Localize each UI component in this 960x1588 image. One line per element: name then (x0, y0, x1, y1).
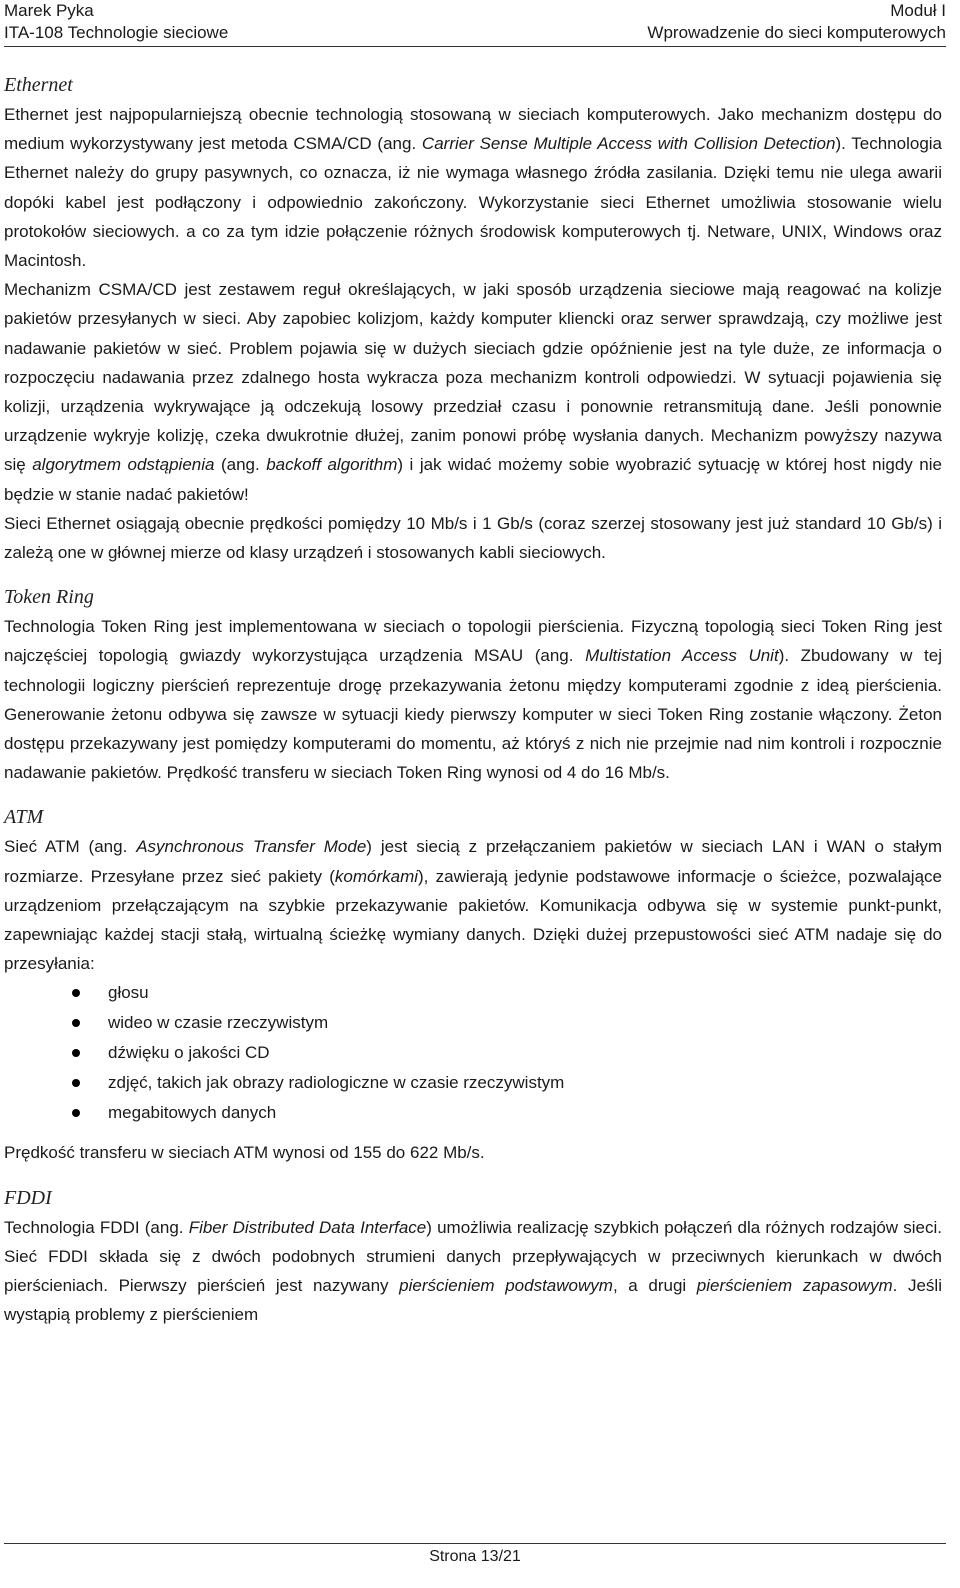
text-run: ) jest siecią z przełączaniem pakietów w sieciach LAN i WAN o stałym rozmiarze. Przesyłane przez sieć pakiety ( (4, 837, 942, 886)
text-run: Technologia Token Ring jest implementowana w sieciach o topologii pierścienia. Fizyczną topologią sieci Token Ring jest najczęściej topologią gwiazdy wykorzystująca urządzenia MSAU (ang. (4, 617, 942, 666)
header-divider (4, 46, 946, 47)
text-run: ) i jak widać możemy sobie wyobrazić sytuację w której host nigdy nie będzie w stanie nadać pakietów! (4, 455, 942, 504)
emphasis-text: Carrier Sense Multiple Access with Collision Detection (421, 134, 836, 154)
header-module: Moduł I (890, 1, 946, 20)
emphasis-text: pierścieniem podstawowym (399, 1276, 613, 1296)
text-run: . Jeśli wystąpią problemy z pierścieniem (4, 1276, 942, 1325)
page-header (4, 0, 946, 46)
footer-divider (4, 1543, 946, 1544)
ethernet-paragraph-1 (4, 100, 942, 275)
list-item (4, 978, 942, 1008)
bullet-icon (72, 1109, 80, 1117)
list-item-text: zdjęć, takich jak obrazy radiologiczne w czasie rzeczywistym (108, 1073, 565, 1093)
document-body (4, 70, 942, 1330)
atm-paragraph-1 (4, 832, 942, 978)
list-item (4, 1068, 942, 1098)
text-run: Sieć ATM (ang. (4, 837, 137, 857)
emphasis-text: komórkami (334, 866, 419, 886)
text-run: ). Zbudowany w tej technologii logiczny pierścień reprezentuje drogę przekazywania żetonu między komputerami zgodnie z ideą pierścienia. Generowanie żetonu odbywa się zawsze w sytuacji kiedy pierwszy komputer w sieci Token Ring zostanie włączony. Żeton dostępu przekazywany jest pomiędzy komputerami do momentu, aż któryś z nich nie przejmie nad nim kontroli i rozpocznie nadawanie pakietów. Prędkość transferu w sieciach Token Ring wynosi od 4 do 16 Mb/s. (4, 646, 943, 783)
section-title-atm: ATM (4, 806, 44, 829)
header-author: Marek Pyka (4, 1, 94, 20)
text-run: (ang. (214, 455, 267, 475)
emphasis-text: Multistation Access Unit (585, 646, 779, 666)
emphasis-text: backoff algorithm (266, 455, 398, 475)
text-run: ), zawierają jedynie podstawowe informacje o ścieżce, pozwalające urządzeniom przełączającym na szybkie przekazywanie pakietów. Komunikacja odbywa się w systemie punkt-punkt, zapewniając każdej stacji stałą, wirtualną ścieżkę wymiany danych. Dzięki dużej przepustowości sieć ATM nadaje się do przesyłania: (4, 866, 942, 974)
text-run: Mechanizm CSMA/CD jest zestawem reguł określających, w jaki sposób urządzenia sieciowe mają reagować na kolizje pakietów przesyłanych w sieci. Aby zapobiec kolizjom, każdy komputer kliencki oraz serwer sprawdzają, czy możliwe jest nadawanie pakietów w sieć. Problem pojawia się w dużych sieciach gdzie opóźnienie jest na tyle duże, ze informacja o rozpoczęciu nadawania przez zdalnego hosta wykracza poza mechanizm kontroli odpowiedzi. W sytuacji pojawienia się kolizji, urządzenia wykrywające ją odczekują losowy przedział czasu i ponownie retransmitują dane. Jeśli ponownie urządzenie wykryje kolizję, czeka dwukrotnie dłużej, zanim ponowi próbę wysłania danych. Mechanizm powyższy nazywa się (4, 280, 942, 475)
header-topic: Wprowadzenie do sieci komputerowych (647, 23, 946, 42)
list-item (4, 1008, 942, 1038)
bullet-icon (72, 989, 80, 997)
section-title-token-ring: Token Ring (4, 586, 94, 609)
text-run: ). Technologia Ethernet należy do grupy pasywnych, co oznacza, iż nie wymaga własnego źródła zasilania. Dzięki temu nie ulega awarii dopóki kabel jest podłączony i odpowiednio zakończony. Wykorzystanie sieci Ethernet umożliwia stosowanie wielu protokołów sieciowych. a co za tym idzie połączenie różnych środowisk komputerowych tj. Netware, UNIX, Windows oraz Macintosh. (4, 134, 943, 271)
emphasis-text: Asynchronous Transfer Mode (136, 837, 367, 857)
text-run: ) umożliwia realizację szybkich połączeń dla różnych rodzajów sieci. Sieć FDDI składa się z dwóch podobnych strumieni danych przepływających w przeciwnych kierunkach w dwóch pierścieniach. Pierwszy pierścień jest nazywany (4, 1217, 942, 1296)
ethernet-paragraph-2 (4, 275, 942, 509)
list-item-text: dźwięku o jakości CD (108, 1043, 270, 1063)
text-run: Technologia FDDI (ang. (4, 1217, 189, 1237)
page-number: Strona 13/21 (429, 1548, 521, 1565)
bullet-icon (72, 1079, 80, 1087)
fddi-paragraph-1 (4, 1213, 942, 1330)
token-ring-paragraph-1 (4, 612, 942, 787)
atm-bullet-list (4, 978, 942, 1128)
list-item (4, 1098, 942, 1128)
ethernet-paragraph-3: Sieci Ethernet osiągają obecnie prędkości pomiędzy 10 Mb/s i 1 Gb/s (coraz szerzej stosowany jest już standard 10 Gb/s) i zależą one w głównej mierze od klasy urządzeń i stosowanych kabli sieciowych. (4, 513, 942, 563)
emphasis-text: algorytmem odstąpienia (32, 455, 215, 475)
list-item-text: megabitowych danych (108, 1103, 277, 1123)
text-run: , a drugi (612, 1276, 697, 1296)
list-item-text: wideo w czasie rzeczywistym (108, 1013, 329, 1033)
list-item-text: głosu (108, 983, 149, 1003)
emphasis-text: pierścieniem zapasowym (696, 1276, 893, 1296)
header-course: ITA-108 Technologie sieciowe (4, 23, 229, 42)
atm-paragraph-2: Prędkość transferu w sieciach ATM wynosi od 155 do 622 Mb/s. (4, 1143, 485, 1163)
text-run: Ethernet jest najpopularniejszą obecnie technologią stosowaną w sieciach komputerowych. Jako mechanizm dostępu do medium wykorzystywany jest metoda CSMA/CD (ang. (4, 105, 942, 154)
section-title-ethernet: Ethernet (4, 74, 73, 96)
bullet-icon (72, 1049, 80, 1057)
emphasis-text: Fiber Distributed Data Interface (188, 1217, 427, 1237)
list-item (4, 1038, 942, 1068)
section-title-fddi: FDDI (4, 1186, 52, 1209)
bullet-icon (72, 1019, 80, 1027)
